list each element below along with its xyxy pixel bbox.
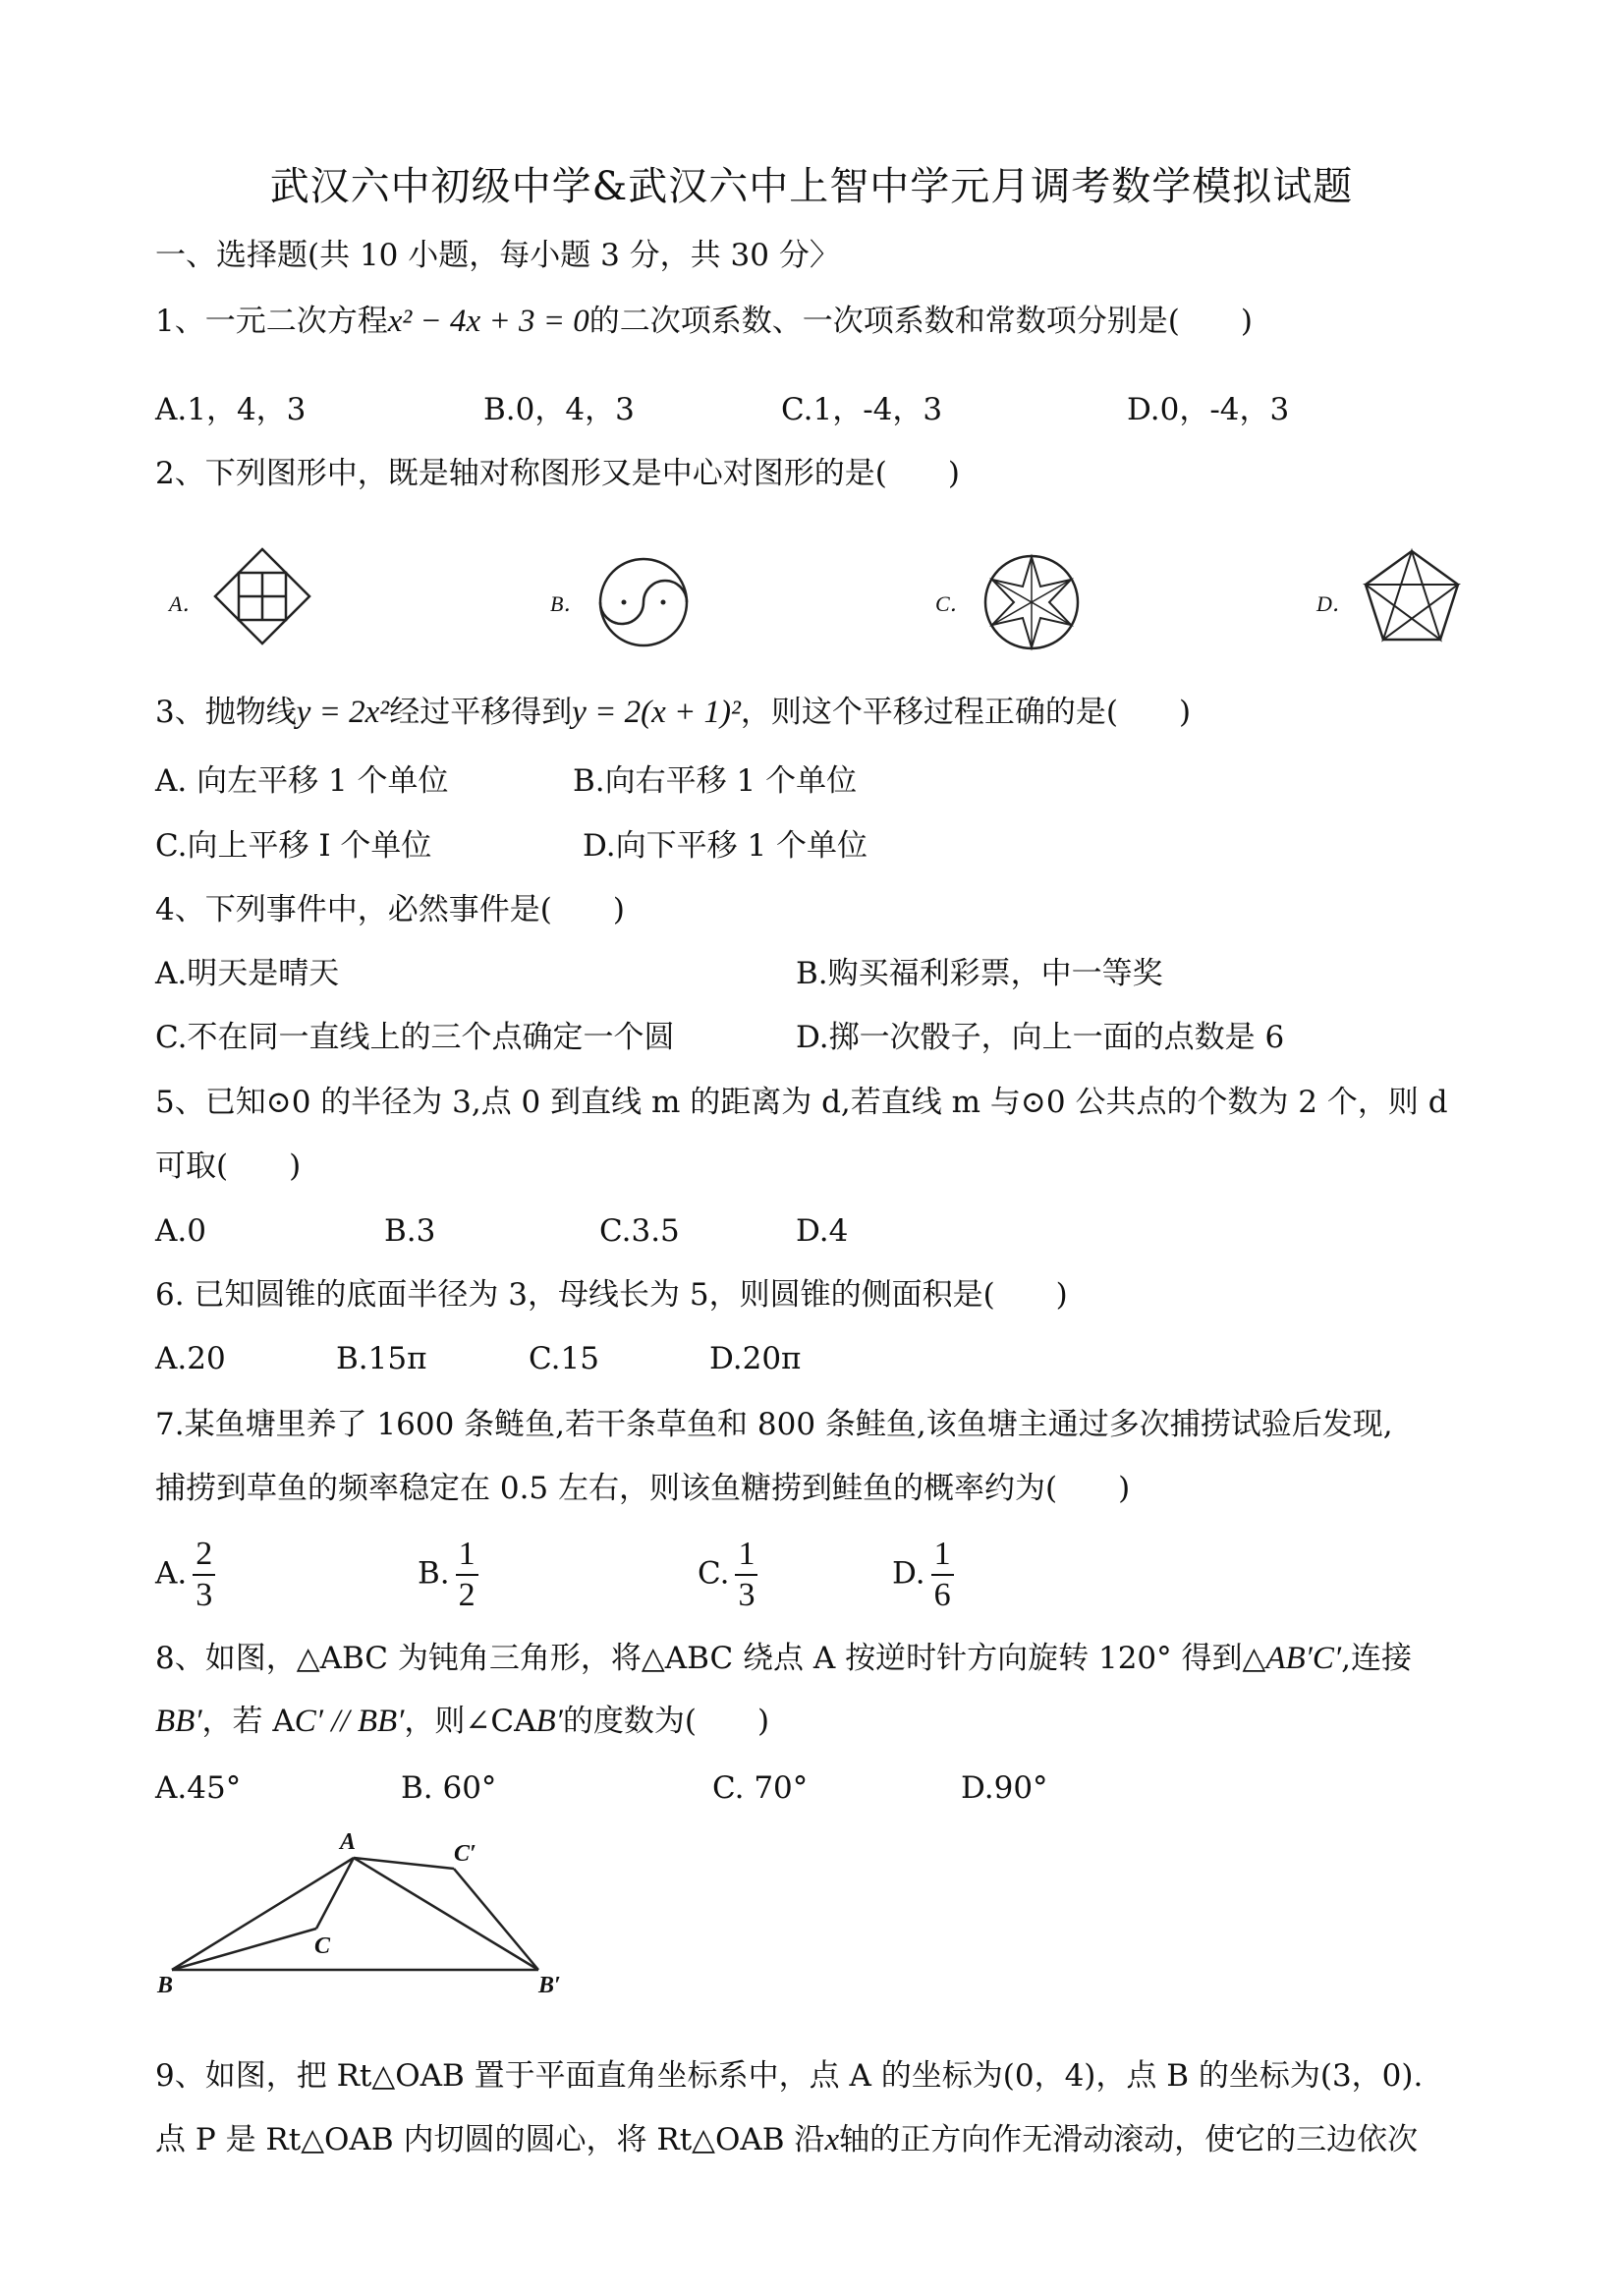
q9-line2-x: x: [824, 2122, 840, 2157]
q7-option-c-letter: C.: [698, 1555, 730, 1592]
q6-option-b: B.15π: [336, 1341, 427, 1376]
q4-option-b: B.购买福利彩票，中一等奖: [796, 956, 1163, 991]
question-7-line-1: 7.某鱼塘里养了 1600 条鲢鱼,若干条草鱼和 800 条鲑鱼,该鱼塘主通过多次捕捞试验后发现,: [155, 1407, 1393, 1442]
question-8-line-1: [155, 1639, 1412, 1678]
section-heading: 一、选择题(共 10 小题，每小题 3 分，共 30 分〉: [155, 238, 840, 273]
q9-line2-text1: 点 P 是 Rt△OAB 内切圆的圆心，将 Rt△OAB 沿: [155, 2122, 825, 2157]
q4-option-c: C.不在同一直线上的三个点确定一个圆: [155, 1020, 675, 1055]
segment-a-bprime: [354, 1858, 538, 1970]
q1-suffix: 的二次项系数、一次项系数和常数项分别是( ): [588, 304, 1253, 339]
q1-option-c: C.1，-4，3: [781, 392, 943, 427]
q7-option-a: [155, 1535, 215, 1615]
segment-cprime-bprime: [454, 1869, 538, 1970]
q5-option-d: D.4: [796, 1213, 849, 1249]
q5-option-c: C.3.5: [599, 1213, 680, 1249]
q6-option-d: D.20π: [709, 1341, 802, 1376]
q2-figure-d-pentagram: [1363, 548, 1461, 646]
q2-option-a-label: A．: [169, 591, 204, 616]
q8-line2-bb: BB′: [155, 1704, 202, 1739]
q7-option-c-fraction: [735, 1535, 757, 1615]
question-6: 6. 已知圆锥的底面半径为 3，母线长为 5，则圆锥的侧面积是( ): [155, 1277, 1068, 1313]
question-9-line-2: [155, 2120, 1418, 2159]
q7-option-b-letter: B.: [418, 1555, 450, 1592]
q1-option-a: A.1，4，3: [155, 392, 307, 427]
q7-option-a-letter: A.: [155, 1555, 188, 1592]
q8-option-c: C. 70°: [712, 1770, 809, 1806]
q1-option-b: B.0，4，3: [483, 392, 635, 427]
q2-figure-a: [211, 545, 314, 648]
numerator: 1: [735, 1535, 757, 1576]
numerator: 1: [456, 1535, 478, 1576]
q1-prefix: 1、一元二次方程: [155, 304, 388, 339]
q8-line2-text2: ，则∠CA: [404, 1704, 536, 1739]
q7-option-b-fraction: [456, 1535, 478, 1615]
question-5-line-2: 可取( ): [155, 1148, 302, 1184]
q2-figure-c-star: [982, 553, 1081, 651]
q7-option-d-fraction: [931, 1535, 954, 1615]
page-title: 武汉六中初级中学&武汉六中上智中学元月调考数学模拟试题: [269, 164, 1354, 209]
q8-line2-text3: 的度数为( ): [562, 1704, 770, 1739]
q2-option-d-label: D．: [1316, 591, 1354, 616]
question-2: 2、下列图形中，既是轴对称图形又是中心对图形的是( ): [155, 456, 960, 491]
q7-option-c: [698, 1535, 757, 1615]
q8-line2-text1: ，若 A: [201, 1704, 295, 1739]
q3-option-a: A. 向左平移 1 个单位: [155, 763, 449, 799]
q7-option-a-fraction: [193, 1535, 215, 1615]
q9-line2-text2: 轴的正方向作无滑动滚动，使它的三边依次: [839, 2122, 1419, 2157]
q6-option-a: A.20: [155, 1341, 226, 1376]
q3-equation-2: y = 2(x + 1)²: [572, 695, 741, 730]
q6-option-c: C.15: [529, 1341, 599, 1376]
q2-option-c-label: C．: [935, 591, 972, 616]
q4-option-a: A.明天是晴天: [155, 956, 340, 991]
q5-option-a: A.0: [155, 1213, 206, 1249]
q3-option-d: D.向下平移 1 个单位: [583, 828, 868, 864]
q3-mid: 经过平移得到: [389, 695, 573, 730]
numerator: 2: [193, 1535, 215, 1576]
q8-line1-math: AB′C′: [1265, 1641, 1342, 1676]
q8-option-b: B. 60°: [401, 1770, 497, 1806]
question-8-line-2: [155, 1702, 769, 1741]
label-a: A: [340, 1829, 357, 1855]
q8-line1-text: 8、如图，△ABC 为钝角三角形，将△ABC 绕点 A 按逆时针方向旋转 120° 得到△: [155, 1641, 1266, 1676]
q5-option-b: B.3: [384, 1213, 436, 1249]
denominator: 3: [196, 1577, 213, 1613]
label-bprime: B′: [538, 1973, 561, 1998]
question-9-line-1: 9、如图，把 Rt△OAB 置于平面直角坐标系中，点 A 的坐标为(0，4)，点 B 的坐标为(3，0).: [155, 2058, 1424, 2094]
q8-line2-parallel: C′ // BB′: [294, 1704, 405, 1739]
q3-suffix: ，则这个平移过程正确的是( ): [740, 695, 1192, 730]
q7-option-d-letter: D.: [892, 1555, 925, 1592]
denominator: 2: [458, 1577, 476, 1613]
label-cprime: C′: [454, 1841, 476, 1867]
q7-option-d: [892, 1535, 954, 1615]
q3-equation-1: y = 2x²: [296, 695, 390, 730]
label-b: B: [157, 1973, 174, 1998]
question-3: [155, 693, 1191, 732]
numerator: 1: [931, 1535, 954, 1576]
q1-equation: x² − 4x + 3 = 0: [387, 304, 589, 339]
q8-option-a: A.45°: [155, 1770, 242, 1806]
q2-figure-b-taiji: [596, 555, 691, 649]
question-7-line-2: 捕捞到草鱼的频率稳定在 0.5 左右，则该鱼糖捞到鲑鱼的概率约为( ): [155, 1471, 1131, 1506]
question-1: [155, 302, 1253, 341]
q7-option-b: [418, 1535, 478, 1615]
q8-figure: [147, 1825, 589, 2002]
q3-option-c: C.向上平移 I 个单位: [155, 828, 432, 864]
q4-option-d: D.掷一次骰子，向上一面的点数是 6: [796, 1020, 1285, 1055]
denominator: 3: [738, 1577, 756, 1613]
segment-c-b: [172, 1929, 316, 1970]
q3-option-b: B.向右平移 1 个单位: [573, 763, 858, 799]
q8-line1-tail: ,连接: [1341, 1641, 1412, 1676]
q3-prefix: 3、抛物线: [155, 695, 297, 730]
q8-line2-bprime: B′: [535, 1704, 563, 1739]
question-5-line-1: 5、已知⊙0 的半径为 3,点 0 到直线 m 的距离为 d,若直线 m 与⊙0 公共点的个数为 2 个，则 d: [155, 1085, 1448, 1120]
q1-option-d: D.0，-4，3: [1127, 392, 1290, 427]
q2-option-b-label: B．: [550, 591, 586, 616]
label-c: C: [314, 1933, 331, 1959]
q8-option-d: D.90°: [961, 1770, 1048, 1806]
denominator: 6: [933, 1577, 951, 1613]
question-4: 4、下列事件中，必然事件是( ): [155, 892, 625, 927]
